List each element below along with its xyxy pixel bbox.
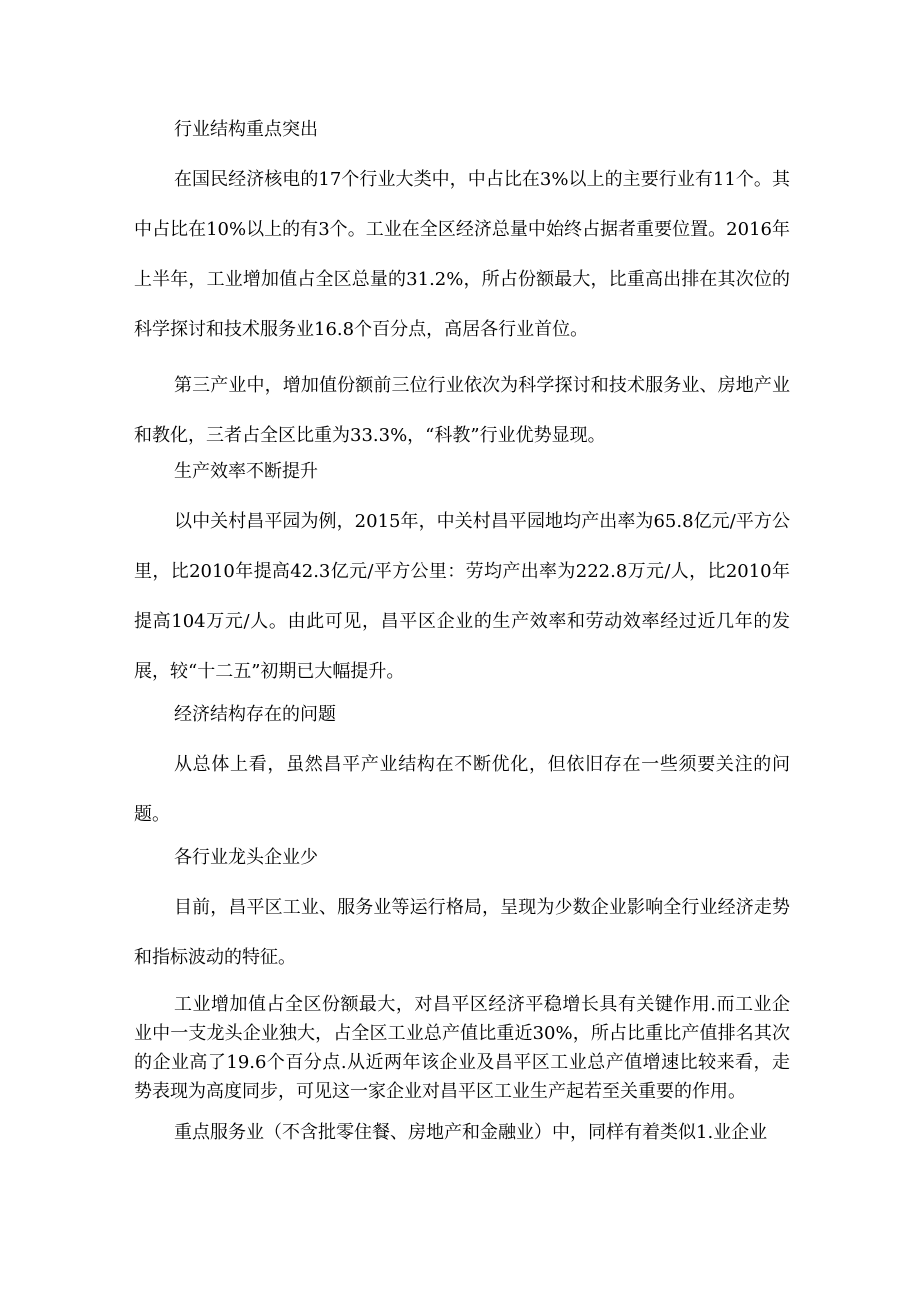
section-heading-structural-problems: 经济结构存在的问题	[174, 704, 336, 725]
paragraph-operating-pattern: 目前，昌平区工业、服务业等运行格局，呈现为少数企业影响全行业经济走势和指标波动的特征。	[134, 897, 790, 968]
section-heading-few-leading-enterprises: 各行业龙头企业少	[174, 847, 318, 868]
paragraph-industry-share: 在国民经济核电的17个行业大类中，中占比在3%以上的主要行业有11个。其中占比在10%以上的有3个。工业在全区经济总量中始终占据者重要位置。2016年上半年，工业增加值占全区总量的31.2%，所占份额最大，比重高出排在其次位的科学探讨和技术服务业16.8个百分点，高居各行业首位。	[134, 169, 790, 340]
paragraph-overall-view: 从总体上看，虽然昌平产业结构在不断优化，但依旧存在一些须要关注的问题。	[134, 754, 790, 825]
paragraph-key-services: 重点服务业（不含批零住餐、房地产和金融业）中，同样有着类似1.业企业	[174, 1122, 768, 1143]
section-heading-productivity: 生产效率不断提升	[174, 461, 318, 482]
paragraph-industrial-leading-enterprise: 工业增加值占全区份额最大，对昌平区经济平稳增长具有关键作用.而工业企业中一支龙头企业独大，占全区工业总产值比重近30%，所占比重比产值排名其次的企业高了19.6个百分点.从近两年该企业及昌平区工业总产值增速比较来看，走势表现为高度同步，可见这一家企业对昌平区工业生产起若至关重要的作用。	[134, 994, 790, 1102]
paragraph-tertiary-industry: 第三产业中，增加值份额前三位行业依次为科学探讨和技术服务业、房地产业和教化，三者占全区比重为33.3%，“科教”行业优势显现。	[134, 375, 790, 446]
section-heading-industry-structure: 行业结构重点突出	[174, 119, 318, 140]
paragraph-zhongguancun-changping: 以中关村昌平园为例，2015年，中关村昌平园地均产出率为65.8亿元/平方公里，比2010年提高42.3亿元/平方公里：劳均产出率为222.8万元/人，比2010年提高104万元/人。由此可见，昌平区企业的生产效率和劳动效率经过近几年的发展，较“十二五”初期已大幅提升。	[134, 511, 790, 682]
